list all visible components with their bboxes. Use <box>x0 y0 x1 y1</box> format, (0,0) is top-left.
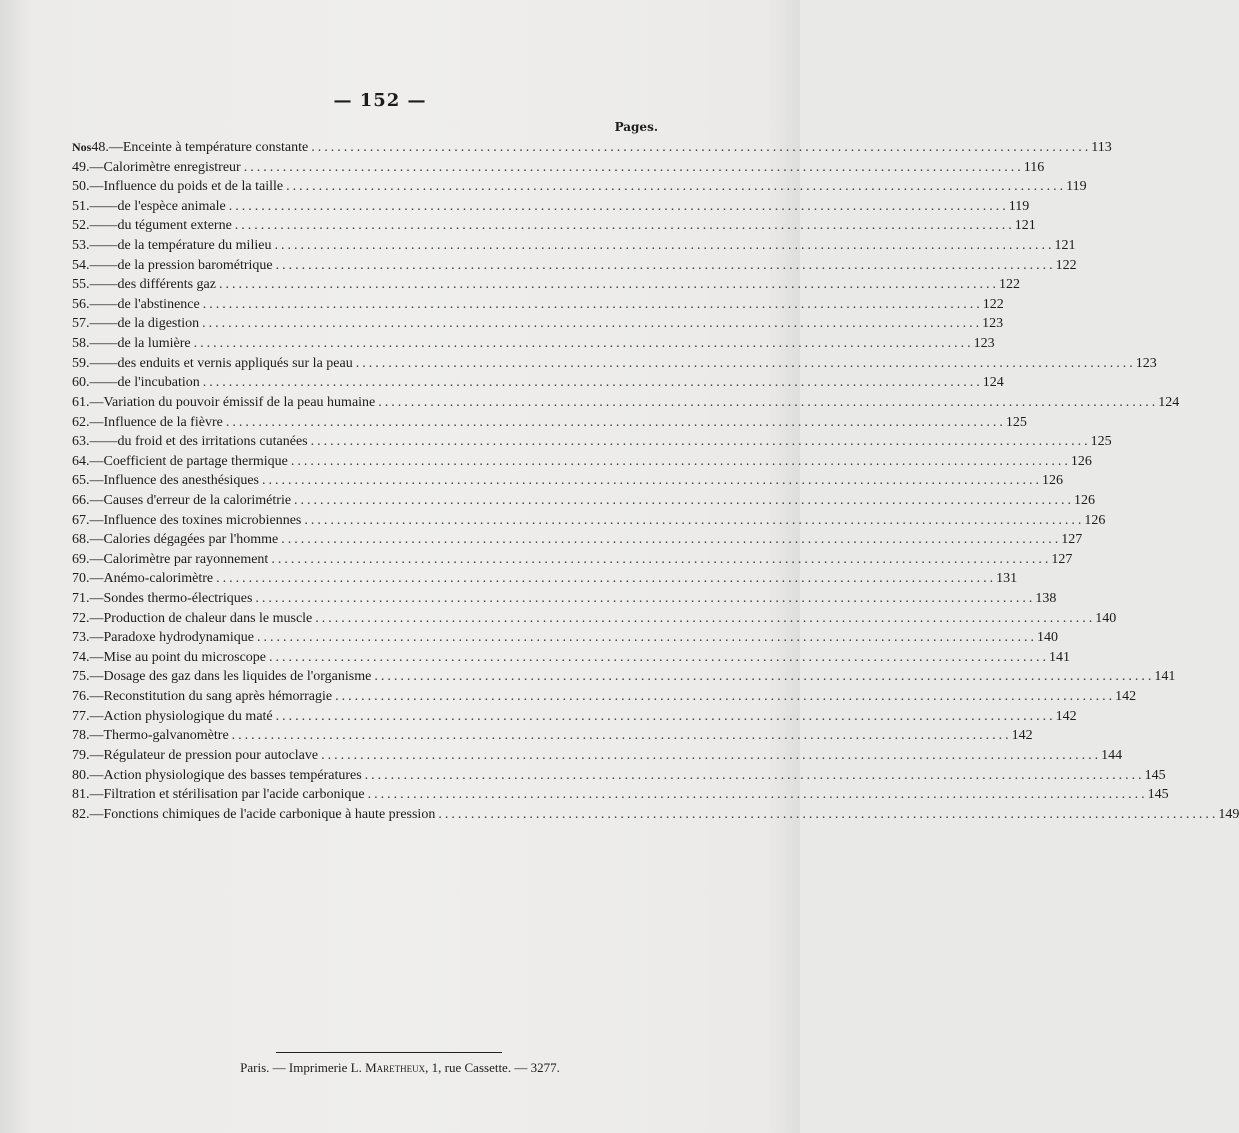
numbers-prefix: Nos <box>72 140 92 154</box>
toc-entry <box>72 159 1045 180</box>
entry-title: Sondes thermo-électriques <box>103 591 253 607</box>
entry-page: 119 <box>1066 179 1087 195</box>
dot-leader: ........................................................................................................................ <box>315 610 1096 626</box>
entry-title: Filtration et stérilisation par l'acide carbonique <box>103 787 365 803</box>
entry-title: du tégument externe <box>117 218 232 234</box>
entry-title: Action physiologique du maté <box>103 708 273 724</box>
entry-page: 142 <box>1055 708 1077 724</box>
entry-title: Variation du pouvoir émissif de la peau humaine <box>103 394 376 410</box>
entry-title: de l'abstinence <box>117 296 200 312</box>
entry-title: du froid et des irritations cutanées <box>117 434 308 450</box>
entry-title: des enduits et vernis appliqués sur la peau <box>117 355 353 371</box>
dot-leader: ........................................................................................................................ <box>234 218 1015 234</box>
entry-title: Causes d'erreur de la calorimétrie <box>103 492 292 508</box>
entry-title: Influence des toxines microbiennes <box>103 512 302 528</box>
entry-page: 126 <box>1042 473 1063 489</box>
entry-title: Enceinte à température constante <box>122 140 309 155</box>
dot-leader: ........................................................................................................................ <box>193 336 974 352</box>
entry-title: Thermo-galvanomètre <box>103 728 229 744</box>
entry-page: 123 <box>1135 355 1157 371</box>
entry-dash: — <box>89 747 104 763</box>
toc-entry <box>72 571 1018 591</box>
entry-title: Fonctions chimiques de l'acide carbonique à haute pression <box>103 806 436 822</box>
toc-entry <box>72 394 1180 415</box>
entry-number: 48. <box>91 140 109 155</box>
entry-dash: — <box>89 787 104 803</box>
entry-ditto-dash: — <box>103 257 118 273</box>
entry-dash: — <box>89 296 104 312</box>
entry-dash: — <box>108 140 123 155</box>
entry-dash: — <box>89 610 104 626</box>
entry-title: Calories dégagées par l'homme <box>103 532 279 548</box>
entry-title: Influence du poids et de la taille <box>103 179 284 195</box>
dot-leader: ........................................................................................................................ <box>231 728 1012 744</box>
entry-dash: — <box>89 336 104 352</box>
entry-page: 126 <box>1070 453 1092 469</box>
entry-number: 75. <box>72 669 90 685</box>
entry-ditto-dash: — <box>103 238 118 254</box>
entry-number: 51. <box>72 198 90 214</box>
entry-dash: — <box>89 179 104 195</box>
toc-entry <box>72 179 1087 199</box>
entry-dash: — <box>89 630 104 646</box>
entry-title: Influence de la fièvre <box>103 414 223 430</box>
entry-dash: — <box>89 728 104 744</box>
entry-number: 73. <box>72 630 90 646</box>
entry-number: 70. <box>72 571 90 587</box>
entry-title: de l'incubation <box>117 375 200 391</box>
toc-entries <box>72 140 1239 826</box>
entry-ditto-dash: — <box>103 375 118 391</box>
entry-number: 64. <box>72 453 90 469</box>
entry-title: de la pression barométrique <box>117 257 273 273</box>
imprint-printer-name: Maretheux <box>365 1060 426 1075</box>
entry-number: 78. <box>72 728 90 744</box>
entry-title: Régulateur de pression pour autoclave <box>103 747 319 763</box>
entry-page: 144 <box>1101 747 1123 763</box>
dot-leader: ........................................................................................................................ <box>243 159 1024 175</box>
entry-page: 122 <box>982 296 1004 312</box>
entry-title: de la lumière <box>117 336 191 352</box>
entry-dash: — <box>89 355 104 371</box>
entry-title: de l'espèce animale <box>117 198 226 214</box>
entry-page: 142 <box>1011 728 1033 744</box>
dot-leader: ........................................................................................................................ <box>321 747 1102 763</box>
entry-page: 122 <box>998 277 1020 293</box>
entry-title: Dosage des gaz dans les liquides de l'organisme <box>103 669 372 685</box>
entry-ditto-dash: — <box>103 316 118 332</box>
entry-page: 127 <box>1051 551 1073 567</box>
toc-entry <box>72 198 1030 219</box>
toc-entry <box>72 316 1004 336</box>
toc-entry <box>72 649 1071 670</box>
toc-entry <box>72 277 1020 297</box>
entry-number: 81. <box>72 787 90 803</box>
entry-title: Production de chaleur dans le muscle <box>103 610 313 626</box>
entry-number: 69. <box>72 551 90 567</box>
dot-leader: ........................................................................................................................ <box>202 375 983 391</box>
dot-leader: ........................................................................................................................ <box>202 296 983 312</box>
entry-title: Mise au point du microscope <box>103 649 267 665</box>
entry-page: 142 <box>1115 689 1137 705</box>
dot-leader: ........................................................................................................................ <box>271 551 1052 567</box>
toc-entry <box>72 473 1063 493</box>
footer-rule <box>276 1052 502 1053</box>
toc-entry <box>72 806 1239 827</box>
entry-page: 141 <box>1154 669 1176 685</box>
dot-leader: ........................................................................................................................ <box>256 630 1037 646</box>
entry-number: 55. <box>72 277 90 293</box>
entry-dash: — <box>89 316 104 332</box>
entry-dash: — <box>89 492 104 508</box>
entry-number: 63. <box>72 434 90 450</box>
entry-title: des différents gaz <box>117 277 216 293</box>
entry-page: 124 <box>982 375 1004 391</box>
entry-title: Paradoxe hydrodynamique <box>103 630 254 646</box>
toc-entry <box>72 610 1117 631</box>
toc-entry <box>72 728 1033 748</box>
dot-leader: ........................................................................................................................ <box>378 394 1159 410</box>
entry-title: Calorimètre par rayonnement <box>103 551 269 567</box>
entry-page: 141 <box>1049 649 1071 665</box>
entry-title: Calorimètre enregistreur <box>103 159 241 175</box>
dot-leader: ........................................................................................................................ <box>286 179 1067 195</box>
entry-dash: — <box>89 257 104 273</box>
entry-page: 121 <box>1014 218 1036 234</box>
toc-entry <box>72 238 1076 258</box>
dot-leader: ........................................................................................................................ <box>311 140 1092 155</box>
entry-ditto-dash: — <box>103 277 118 293</box>
entry-number: 72. <box>72 610 90 626</box>
entry-page: 113 <box>1091 140 1112 155</box>
toc-entry <box>72 218 1036 238</box>
entry-number: 82. <box>72 806 90 822</box>
toc-entry <box>72 591 1057 611</box>
toc-entry <box>72 689 1137 709</box>
entry-number: 77. <box>72 708 90 724</box>
entry-dash: — <box>89 649 104 665</box>
entry-title: Coefficient de partage thermique <box>103 453 288 469</box>
entry-number: 60. <box>72 375 90 391</box>
toc-entry <box>72 434 1112 454</box>
entry-dash: — <box>89 277 104 293</box>
dot-leader: ........................................................................................................................ <box>355 355 1136 371</box>
entry-number: 61. <box>72 394 90 410</box>
dot-leader: ........................................................................................................................ <box>335 689 1116 705</box>
toc-entry <box>72 257 1077 278</box>
entry-dash: — <box>89 238 104 254</box>
entry-number: 62. <box>72 414 90 430</box>
dot-leader: ........................................................................................................................ <box>275 257 1056 273</box>
entry-dash: — <box>89 218 104 234</box>
dot-leader: ........................................................................................................................ <box>228 198 1009 214</box>
toc-entry <box>72 787 1169 807</box>
toc-entry <box>72 630 1058 650</box>
toc-entry <box>72 551 1073 572</box>
toc-entry <box>72 492 1096 513</box>
entry-number: 56. <box>72 296 90 312</box>
entry-ditto-dash: — <box>103 218 118 234</box>
entry-page: 138 <box>1035 591 1057 607</box>
dot-leader: ........................................................................................................................ <box>438 806 1219 822</box>
dot-leader: ........................................................................................................................ <box>364 767 1145 783</box>
entry-number: 79. <box>72 747 90 763</box>
entry-dash: — <box>89 806 104 822</box>
entry-dash: — <box>89 159 104 175</box>
dot-leader: ........................................................................................................................ <box>255 591 1036 607</box>
entry-number: 74. <box>72 649 90 665</box>
entry-dash: — <box>89 198 104 214</box>
dot-leader: ........................................................................................................................ <box>202 316 983 332</box>
entry-number: 65. <box>72 473 90 489</box>
entry-number: 57. <box>72 316 90 332</box>
entry-dash: — <box>89 591 104 607</box>
dot-leader: ........................................................................................................................ <box>225 414 1006 430</box>
entry-dash: — <box>89 434 104 450</box>
entry-number: 67. <box>72 512 90 528</box>
entry-number: 66. <box>72 492 90 508</box>
entry-dash: — <box>89 689 104 705</box>
entry-page: 124 <box>1158 394 1180 410</box>
entry-page: 126 <box>1084 512 1106 528</box>
entry-dash: — <box>89 669 104 685</box>
entry-dash: — <box>89 473 104 489</box>
dot-leader: ........................................................................................................................ <box>304 512 1085 528</box>
dot-leader: ........................................................................................................................ <box>218 277 999 293</box>
entry-page: 121 <box>1054 238 1076 254</box>
toc-entry <box>72 375 1004 395</box>
dot-leader: ........................................................................................................................ <box>310 434 1091 450</box>
entry-number: 80. <box>72 767 90 783</box>
imprint-text-end: , 1, rue Cassette. — 3277. <box>425 1060 560 1075</box>
entry-dash: — <box>89 453 104 469</box>
entry-dash: — <box>89 571 104 587</box>
dot-leader: ........................................................................................................................ <box>290 453 1071 469</box>
printer-imprint <box>0 1060 800 1076</box>
entry-title: Action physiologique des basses températures <box>103 767 362 783</box>
entry-page: 119 <box>1008 198 1030 214</box>
page-number: — 152 — <box>333 90 427 111</box>
entry-ditto-dash: — <box>103 336 118 352</box>
imprint-text-start: Paris. — Imprimerie L. <box>240 1060 366 1075</box>
entry-page: 127 <box>1061 532 1083 548</box>
entry-dash: — <box>89 414 104 430</box>
pages-column-header: Pages. <box>614 120 658 134</box>
entry-page: 125 <box>1005 414 1027 430</box>
dot-leader: ........................................................................................................................ <box>281 532 1062 548</box>
entry-dash: — <box>89 532 104 548</box>
entry-page: 122 <box>1055 257 1077 273</box>
entry-title: de la digestion <box>117 316 200 332</box>
entry-number: 50. <box>72 179 90 195</box>
entry-page: 126 <box>1074 492 1096 508</box>
toc-entry <box>72 669 1176 689</box>
toc-entry <box>72 453 1092 474</box>
entry-page: 123 <box>973 336 995 352</box>
entry-ditto-dash: — <box>103 198 118 214</box>
entry-number: 49. <box>72 159 90 175</box>
entry-title: de la température du milieu <box>117 238 272 254</box>
toc-entry <box>72 355 1157 376</box>
toc-entry <box>72 747 1123 768</box>
entry-ditto-dash: — <box>103 434 118 450</box>
toc-entry <box>72 708 1077 729</box>
dot-leader: ........................................................................................................................ <box>262 473 1042 489</box>
entry-number: 76. <box>72 689 90 705</box>
entry-title: Influence des anesthésiques <box>103 473 259 489</box>
toc-entry <box>72 414 1027 435</box>
entry-number: 59. <box>72 355 90 371</box>
entry-page: 131 <box>996 571 1018 587</box>
entry-title: Anémo-calorimètre <box>103 571 214 587</box>
entry-ditto-dash: — <box>103 296 118 312</box>
toc-entry <box>72 140 1112 160</box>
entry-dash: — <box>89 551 104 567</box>
entry-dash: — <box>89 375 104 391</box>
entry-dash: — <box>89 394 104 410</box>
entry-page: 145 <box>1147 787 1169 803</box>
dot-leader: ........................................................................................................................ <box>269 649 1050 665</box>
entry-number: 52. <box>72 218 90 234</box>
entry-page: 140 <box>1036 630 1058 646</box>
entry-dash: — <box>89 708 104 724</box>
entry-number: 54. <box>72 257 90 273</box>
entry-page: 123 <box>982 316 1004 332</box>
entry-page: 149 <box>1218 806 1239 822</box>
toc-entry <box>72 336 995 356</box>
dot-leader: ........................................................................................................................ <box>216 571 997 587</box>
entry-ditto-dash: — <box>103 355 118 371</box>
entry-dash: — <box>89 512 104 528</box>
entry-number: 68. <box>72 532 90 548</box>
entry-dash: — <box>89 767 104 783</box>
dot-leader: ........................................................................................................................ <box>274 238 1055 254</box>
entry-page: 145 <box>1144 767 1166 783</box>
entry-number: 53. <box>72 238 90 254</box>
dot-leader: ........................................................................................................................ <box>275 708 1056 724</box>
entry-number: 58. <box>72 336 90 352</box>
toc-entry <box>72 512 1106 533</box>
toc-entry <box>72 296 1004 317</box>
dot-leader: ........................................................................................................................ <box>294 492 1075 508</box>
toc-entry <box>72 767 1166 788</box>
entry-number: 71. <box>72 591 90 607</box>
entry-title: Reconstitution du sang après hémorragie <box>103 689 333 705</box>
entry-page: 125 <box>1090 434 1112 450</box>
entry-page: 116 <box>1023 159 1045 175</box>
entry-page: 140 <box>1095 610 1117 626</box>
dot-leader: ........................................................................................................................ <box>374 669 1155 685</box>
table-of-contents <box>72 140 1239 826</box>
toc-entry <box>72 532 1083 552</box>
dot-leader: ........................................................................................................................ <box>367 787 1148 803</box>
